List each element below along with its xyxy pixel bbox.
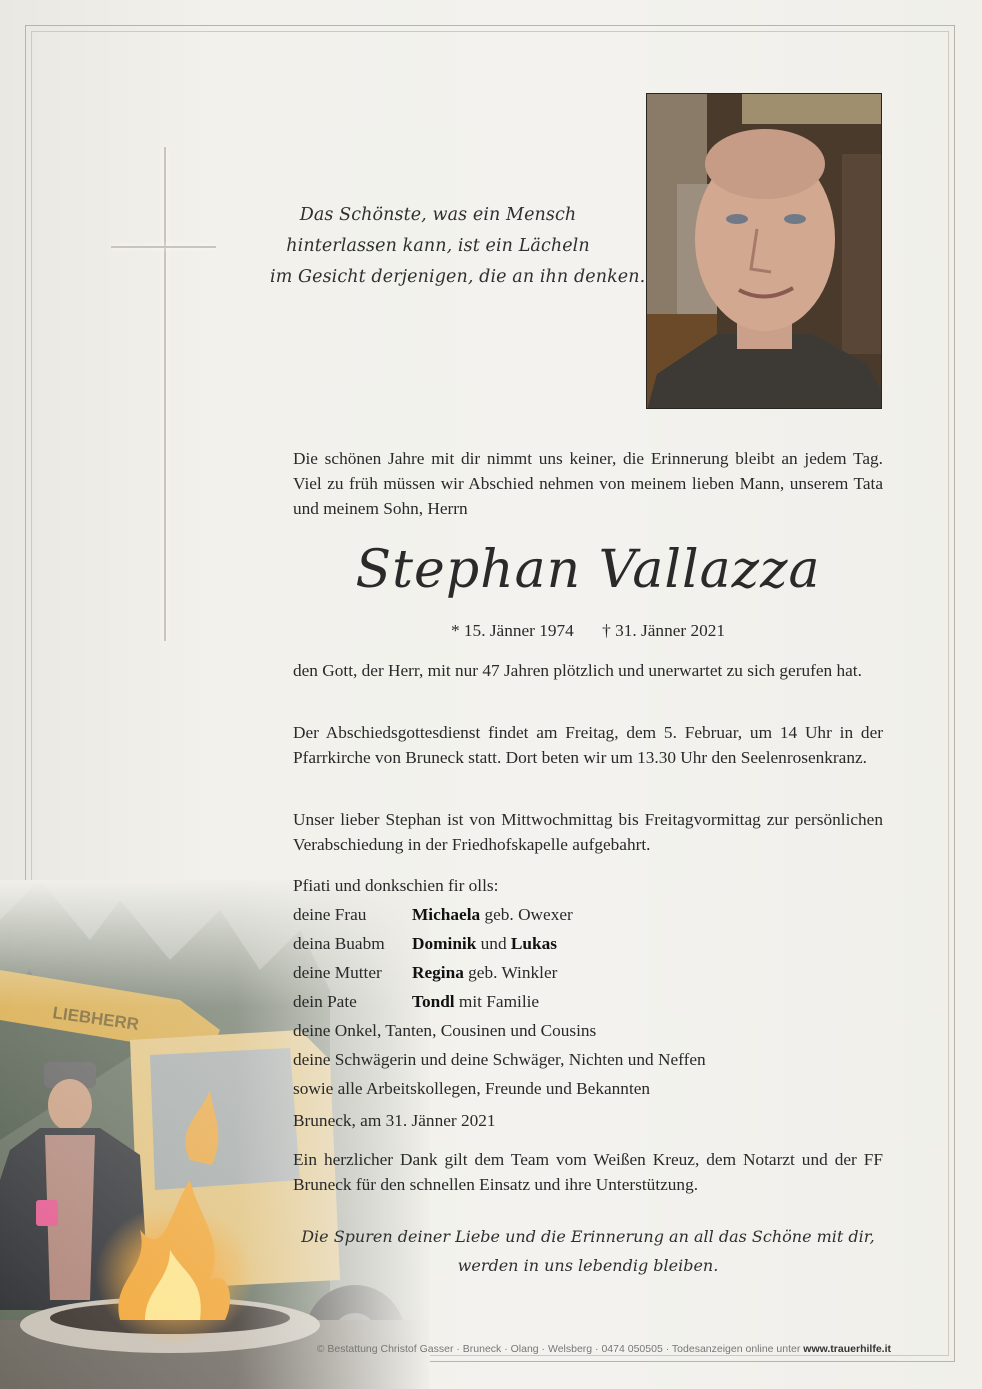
mourner-row (293, 987, 883, 1016)
mourner-row (293, 900, 883, 929)
mourner-relation: deine Frau (293, 905, 367, 924)
called-text: den Gott, der Herr, mit nur 47 Jahren plötzlich und unerwartet zu sich gerufen hat. (293, 661, 862, 680)
birth-date: * 15. Jänner 1974 (450, 621, 574, 640)
mourner-relation: dein Pate (293, 992, 357, 1011)
mourner-extra: sowie alle Arbeitskollegen, Freunde und Bekannten (293, 1079, 651, 1098)
mourner-row (293, 929, 883, 958)
thanks-text: Ein herzlicher Dank gilt dem Team vom Weißen Kreuz, dem Notarzt und der FF Bruneck für den schnellen Einsatz und ihre Unterstützung. (293, 1150, 883, 1194)
mourner-name: Regina (412, 963, 464, 982)
mourner-relation: deine Mutter (293, 963, 382, 982)
mourner-extra: deine Schwägerin und deine Schwäger, Nichten und Neffen (293, 1050, 706, 1069)
closing-line: Die Spuren deiner Liebe und die Erinnerung an all das Schöne mit dir, (301, 1227, 875, 1246)
mourner-row (293, 958, 883, 987)
mourner-name: Michaela (412, 905, 481, 924)
quote-line: hinterlassen kann, ist ein Lächeln (286, 236, 590, 256)
deceased-name: Stephan Vallazza (355, 540, 821, 600)
mourner-name: Dominik (412, 934, 477, 953)
mourner-name: Tondl (412, 992, 455, 1011)
footer-site-link[interactable]: www.trauerhilfe.it (803, 1343, 891, 1355)
mourner-relation: deina Buabm (293, 934, 385, 953)
mourner-detail: geb. Owexer (480, 905, 573, 924)
closing-quote (293, 1222, 883, 1280)
life-dates (293, 621, 883, 641)
cross-horizontal-icon (111, 246, 216, 248)
mourners-list (293, 871, 883, 1103)
quote-line: Das Schönste, was ein Mensch (299, 205, 577, 225)
mourner-detail: und (476, 934, 511, 953)
portrait-illustration (647, 94, 882, 409)
memorial-quote (270, 200, 646, 293)
mourners-heading: Pfiati und donkschien fir olls: (293, 876, 499, 895)
portrait-photo (646, 93, 882, 409)
quote-line: im Gesicht derjenigen, die an ihn denken. (270, 267, 646, 287)
mourner-extra: deine Onkel, Tanten, Cousinen und Cousins (293, 1021, 597, 1040)
mourner-detail: mit Familie (454, 992, 540, 1011)
cross-vertical-icon (164, 147, 166, 641)
viewing-text: Unser lieber Stephan ist von Mittwochmittag bis Freitagvormittag zur persönlichen Verabschiedung in der Friedhofskapelle aufgebahrt. (293, 810, 883, 854)
closing-line: werden in uns lebendig bleiben. (457, 1256, 719, 1275)
death-date: † 31. Jänner 2021 (602, 621, 726, 640)
footer-text: © Bestattung Christof Gasser · Bruneck · Olang · Welsberg · 0474 050505 · Todesanzeigen online unter (316, 1343, 804, 1355)
mourner-name: Lukas (510, 934, 558, 953)
mourner-detail: geb. Winkler (463, 963, 558, 982)
service-text: Der Abschiedsgottesdienst findet am Freitag, dem 5. Februar, um 14 Uhr in der Pfarrkirche von Bruneck statt. Dort beten wir um 13.30 Uhr den Seelenrosenkranz. (293, 723, 883, 767)
footer-credit (293, 1343, 891, 1355)
intro-text: Die schönen Jahre mit dir nimmt uns keiner, die Erinnerung bleibt an jedem Tag. Viel zu früh müssen wir Abschied nehmen von meinem lieben Mann, unserem Tata und meinem Sohn, Herrn (293, 449, 883, 518)
place-date: Bruneck, am 31. Jänner 2021 (293, 1111, 496, 1130)
